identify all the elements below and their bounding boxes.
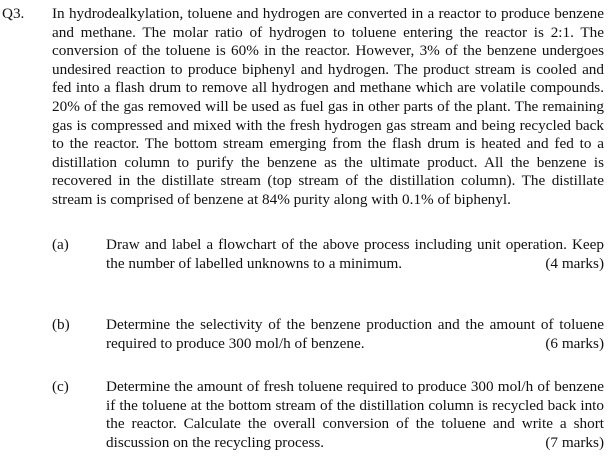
part-b — [52, 316, 604, 353]
part-body — [106, 378, 604, 452]
part-label: (b) — [52, 316, 70, 333]
part-text: Determine the amount of fresh toluene required to produce 300 mol/h of benzene if the toluene at the bottom stream of the distillation column is recycled back into the reactor. Calculate the overall conversion of the toluene and write a short discussion on the recycling process. — [106, 378, 604, 451]
part-text: Draw and label a flowchart of the above process including unit operation. Keep the number of labelled unknowns to a minimum. — [106, 236, 604, 272]
part-a — [52, 236, 604, 273]
part-body — [106, 316, 604, 353]
question-text: In hydrodealkylation, toluene and hydrogen are converted in a reactor to produce benzene and methane. The molar ratio of hydrogen to toluene entering the reactor is 2:1. The conversion of the toluene is 60% in the reactor. However, 3% of the benzene undergoes undesired reaction to produce biphenyl and hydrogen. The product stream is cooled and fed into a flash drum to remove all hydrogen and methane which are volatile compounds. 20% of the gas removed will be used as fuel gas in other parts of the plant. The remaining gas is compressed and mixed with the fresh hydrogen gas stream and being recycled back to the reactor. The bottom stream emerging from the flash drum is heated and fed to a distillation column to purify the benzene as the ultimate product. All the benzene is recovered in the distillate stream (top stream of the distillation column). The distillate stream is comprised of benzene at 84% purity along with 0.1% of biphenyl. — [52, 5, 604, 208]
part-marks: (7 marks) — [545, 433, 604, 451]
part-label: (a) — [52, 236, 69, 253]
part-marks: (6 marks) — [545, 334, 604, 352]
part-c — [52, 378, 604, 452]
part-marks: (4 marks) — [545, 254, 604, 272]
part-text: Determine the selectivity of the benzene production and the amount of toluene required to produce 300 mol/h of benzene. — [106, 316, 604, 352]
part-label: (c) — [52, 378, 69, 395]
question-number: Q3. — [2, 5, 25, 22]
part-body — [106, 236, 604, 273]
